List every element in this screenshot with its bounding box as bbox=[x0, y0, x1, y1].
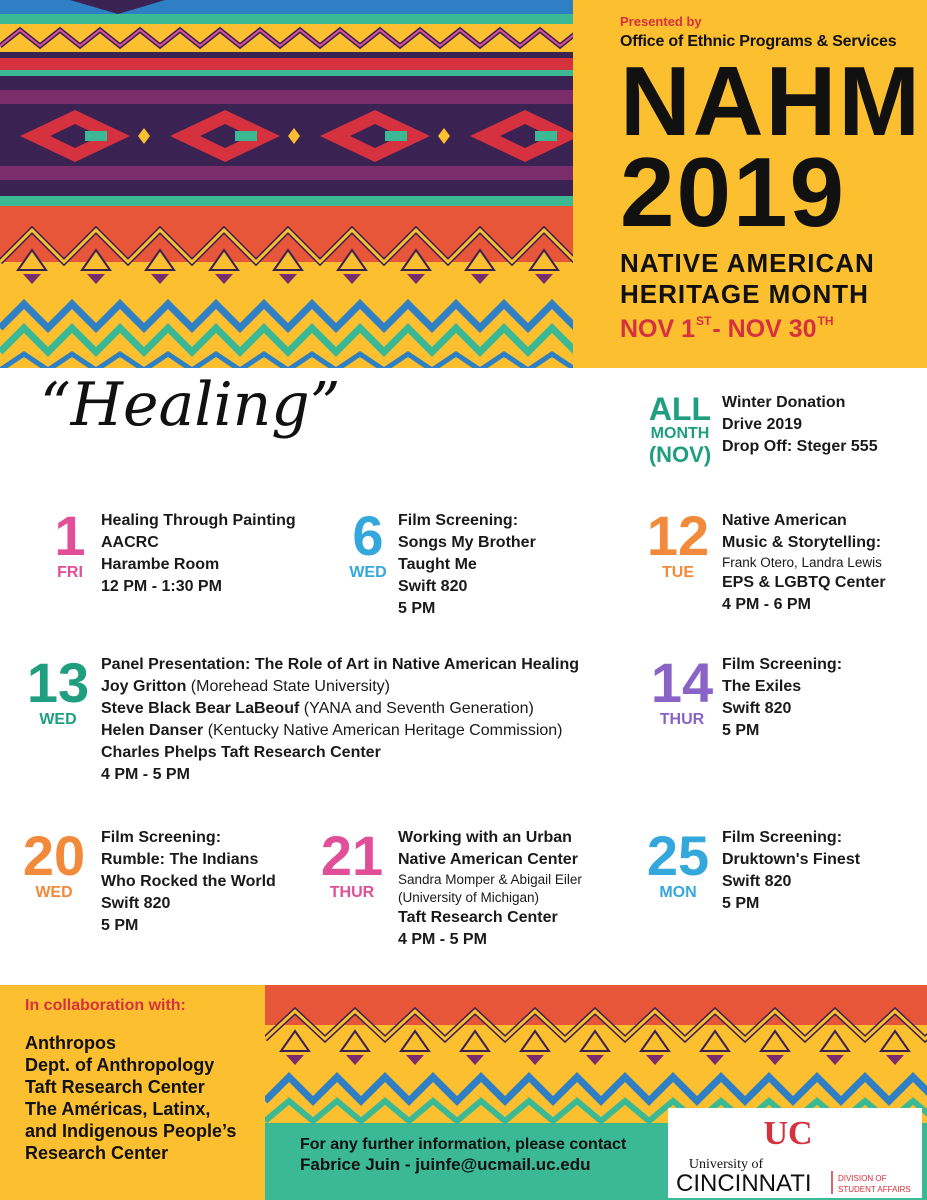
office-name: Office of Ethnic Programs & Services bbox=[620, 33, 897, 50]
panelist-name: Steve Black Bear LaBeouf bbox=[101, 700, 300, 717]
contact-email-link[interactable]: Fabrice Juin - juinfe@ucmail.uc.edu bbox=[300, 1155, 591, 1174]
event-time: 4 PM - 5 PM bbox=[398, 931, 487, 948]
panelist-3 bbox=[101, 720, 579, 742]
all-month-label-1: ALL bbox=[648, 391, 712, 427]
event-location: Swift 820 bbox=[722, 700, 792, 717]
panelist-affiliation: (Kentucky Native American Heritage Commission) bbox=[203, 722, 563, 739]
event-details-nov-13 bbox=[101, 654, 579, 786]
panelist-1 bbox=[101, 676, 579, 698]
day-of-week: TUE bbox=[662, 564, 694, 581]
title-nahm: NAHM bbox=[620, 46, 922, 156]
collaborator-list bbox=[25, 1032, 236, 1164]
heritage-line-1: NATIVE AMERICAN bbox=[620, 248, 875, 278]
day-number: 21 bbox=[320, 824, 384, 887]
panelist-2 bbox=[101, 698, 579, 720]
title-year: 2019 bbox=[620, 137, 847, 247]
day-of-week: THUR bbox=[659, 711, 705, 728]
event-title: Native American bbox=[722, 512, 847, 529]
event-title-2: The Exiles bbox=[722, 678, 802, 695]
event-line: Drive 2019 bbox=[722, 416, 803, 433]
day-of-week: WED bbox=[39, 711, 77, 728]
footer-tribal-pattern bbox=[265, 985, 927, 1123]
logo-division-1: DIVISION OF bbox=[838, 1174, 887, 1183]
event-title-2: Music & Storytelling: bbox=[722, 534, 882, 551]
event-title-2: Rumble: The Indians bbox=[101, 851, 259, 868]
day-number: 6 bbox=[352, 504, 384, 567]
collaborator-item: and Indigenous People’s bbox=[25, 1121, 237, 1141]
university-of-cincinnati-logo bbox=[668, 1108, 922, 1198]
event-date-nov-12 bbox=[628, 504, 728, 582]
heritage-month-title bbox=[620, 248, 910, 310]
event-details-nov-20 bbox=[101, 827, 276, 937]
all-month-label-3: (NOV) bbox=[648, 442, 712, 467]
event-room: Harambe Room bbox=[101, 556, 220, 573]
event-time: 5 PM bbox=[722, 895, 760, 912]
all-month-badge bbox=[640, 393, 720, 467]
day-number: 14 bbox=[650, 651, 714, 714]
event-title: Film Screening: bbox=[722, 829, 843, 846]
event-time: 4 PM - 6 PM bbox=[722, 596, 811, 613]
contact-line: For any further information, please contact bbox=[300, 1136, 627, 1153]
all-month-event bbox=[722, 392, 878, 458]
date-range bbox=[620, 314, 835, 344]
event-title: Film Screening: bbox=[398, 512, 519, 529]
event-presenter-affiliation: (University of Michigan) bbox=[398, 890, 540, 905]
event-title: Film Screening: bbox=[722, 656, 843, 673]
day-number: 20 bbox=[22, 824, 86, 887]
event-location: Swift 820 bbox=[722, 873, 792, 890]
event-title-2: Druktown's Finest bbox=[722, 851, 861, 868]
collaborator-item: Taft Research Center bbox=[25, 1077, 205, 1097]
event-title: Working with an Urban bbox=[398, 829, 572, 846]
event-time: 5 PM bbox=[722, 722, 760, 739]
event-line: Winter Donation bbox=[722, 394, 846, 411]
collaborator-item: Research Center bbox=[25, 1143, 169, 1163]
event-title: Panel Presentation: The Role of Art in Native American Healing bbox=[101, 656, 580, 673]
collaborator-item: Dept. of Anthropology bbox=[25, 1055, 215, 1075]
day-of-week: THUR bbox=[329, 884, 375, 901]
event-title: Healing Through Painting bbox=[101, 512, 296, 529]
day-number: 13 bbox=[26, 651, 90, 714]
day-of-week: WED bbox=[35, 884, 73, 901]
event-date-nov-25 bbox=[628, 824, 728, 902]
event-title-3: Who Rocked the World bbox=[101, 873, 276, 890]
day-number: 12 bbox=[646, 504, 710, 567]
event-date-nov-13 bbox=[8, 651, 108, 729]
date-start: NOV 1 bbox=[620, 315, 696, 343]
event-location: Taft Research Center bbox=[398, 909, 558, 926]
event-presenters: Sandra Momper & Abigail Eiler bbox=[398, 872, 582, 887]
event-line: Drop Off: Steger 555 bbox=[722, 438, 878, 455]
svg-text:UC: UC bbox=[763, 1115, 813, 1152]
panelist-name: Helen Danser bbox=[101, 722, 204, 739]
heritage-line-2: HERITAGE MONTH bbox=[620, 279, 869, 310]
date-separator: - bbox=[712, 315, 728, 343]
logo-division-2: STUDENT AFFAIRS bbox=[838, 1185, 911, 1194]
day-number: 1 bbox=[54, 504, 86, 567]
event-presenters: Frank Otero, Landra Lewis bbox=[722, 555, 882, 570]
header-tribal-pattern bbox=[0, 0, 573, 368]
event-details-nov-25 bbox=[722, 827, 860, 915]
event-time: 5 PM bbox=[398, 600, 436, 617]
day-number: 25 bbox=[646, 824, 710, 887]
event-location: Swift 820 bbox=[101, 895, 171, 912]
event-title-2: Songs My Brother bbox=[398, 534, 536, 551]
event-location: AACRC bbox=[101, 534, 159, 551]
logo-university-of: University of bbox=[688, 1157, 764, 1172]
event-time: 5 PM bbox=[101, 917, 139, 934]
event-location: Charles Phelps Taft Research Center bbox=[101, 744, 381, 761]
event-location: Swift 820 bbox=[398, 578, 468, 595]
event-time: 4 PM - 5 PM bbox=[101, 766, 190, 783]
date-end-suffix: TH bbox=[817, 314, 834, 328]
logo-name: CINCINNATI bbox=[676, 1170, 812, 1197]
event-title-2: Native American Center bbox=[398, 851, 578, 868]
day-of-week: FRI bbox=[57, 564, 83, 581]
date-end: NOV 30 bbox=[727, 315, 817, 343]
collaborator-item: The Américas, Latinx, bbox=[25, 1099, 211, 1119]
panelist-affiliation: (Morehead State University) bbox=[186, 678, 390, 695]
theme-title: “Healing” bbox=[40, 370, 341, 440]
presented-by-label: Presented by bbox=[620, 14, 702, 29]
event-details-nov-1 bbox=[101, 510, 296, 598]
event-date-nov-20 bbox=[4, 824, 104, 902]
event-details-nov-14 bbox=[722, 654, 842, 742]
event-title-3: Taught Me bbox=[398, 556, 477, 573]
event-details-nov-12 bbox=[722, 510, 886, 616]
collaborator-item: Anthropos bbox=[25, 1033, 116, 1053]
event-date-nov-21 bbox=[302, 824, 402, 902]
panelist-affiliation: (YANA and Seventh Generation) bbox=[299, 700, 534, 717]
contact-info bbox=[300, 1135, 626, 1175]
event-time: 12 PM - 1:30 PM bbox=[101, 578, 222, 595]
date-start-suffix: ST bbox=[696, 314, 712, 328]
event-details-nov-21 bbox=[398, 827, 582, 951]
collaboration-title: In collaboration with: bbox=[25, 997, 186, 1014]
event-location: EPS & LGBTQ Center bbox=[722, 574, 886, 591]
all-month-label-2: MONTH bbox=[650, 425, 710, 442]
event-title: Film Screening: bbox=[101, 829, 222, 846]
panelist-name: Joy Gritton bbox=[101, 678, 187, 695]
day-of-week: WED bbox=[349, 564, 387, 581]
event-details-nov-6 bbox=[398, 510, 536, 620]
day-of-week: MON bbox=[659, 884, 697, 901]
event-date-nov-14 bbox=[632, 651, 732, 729]
